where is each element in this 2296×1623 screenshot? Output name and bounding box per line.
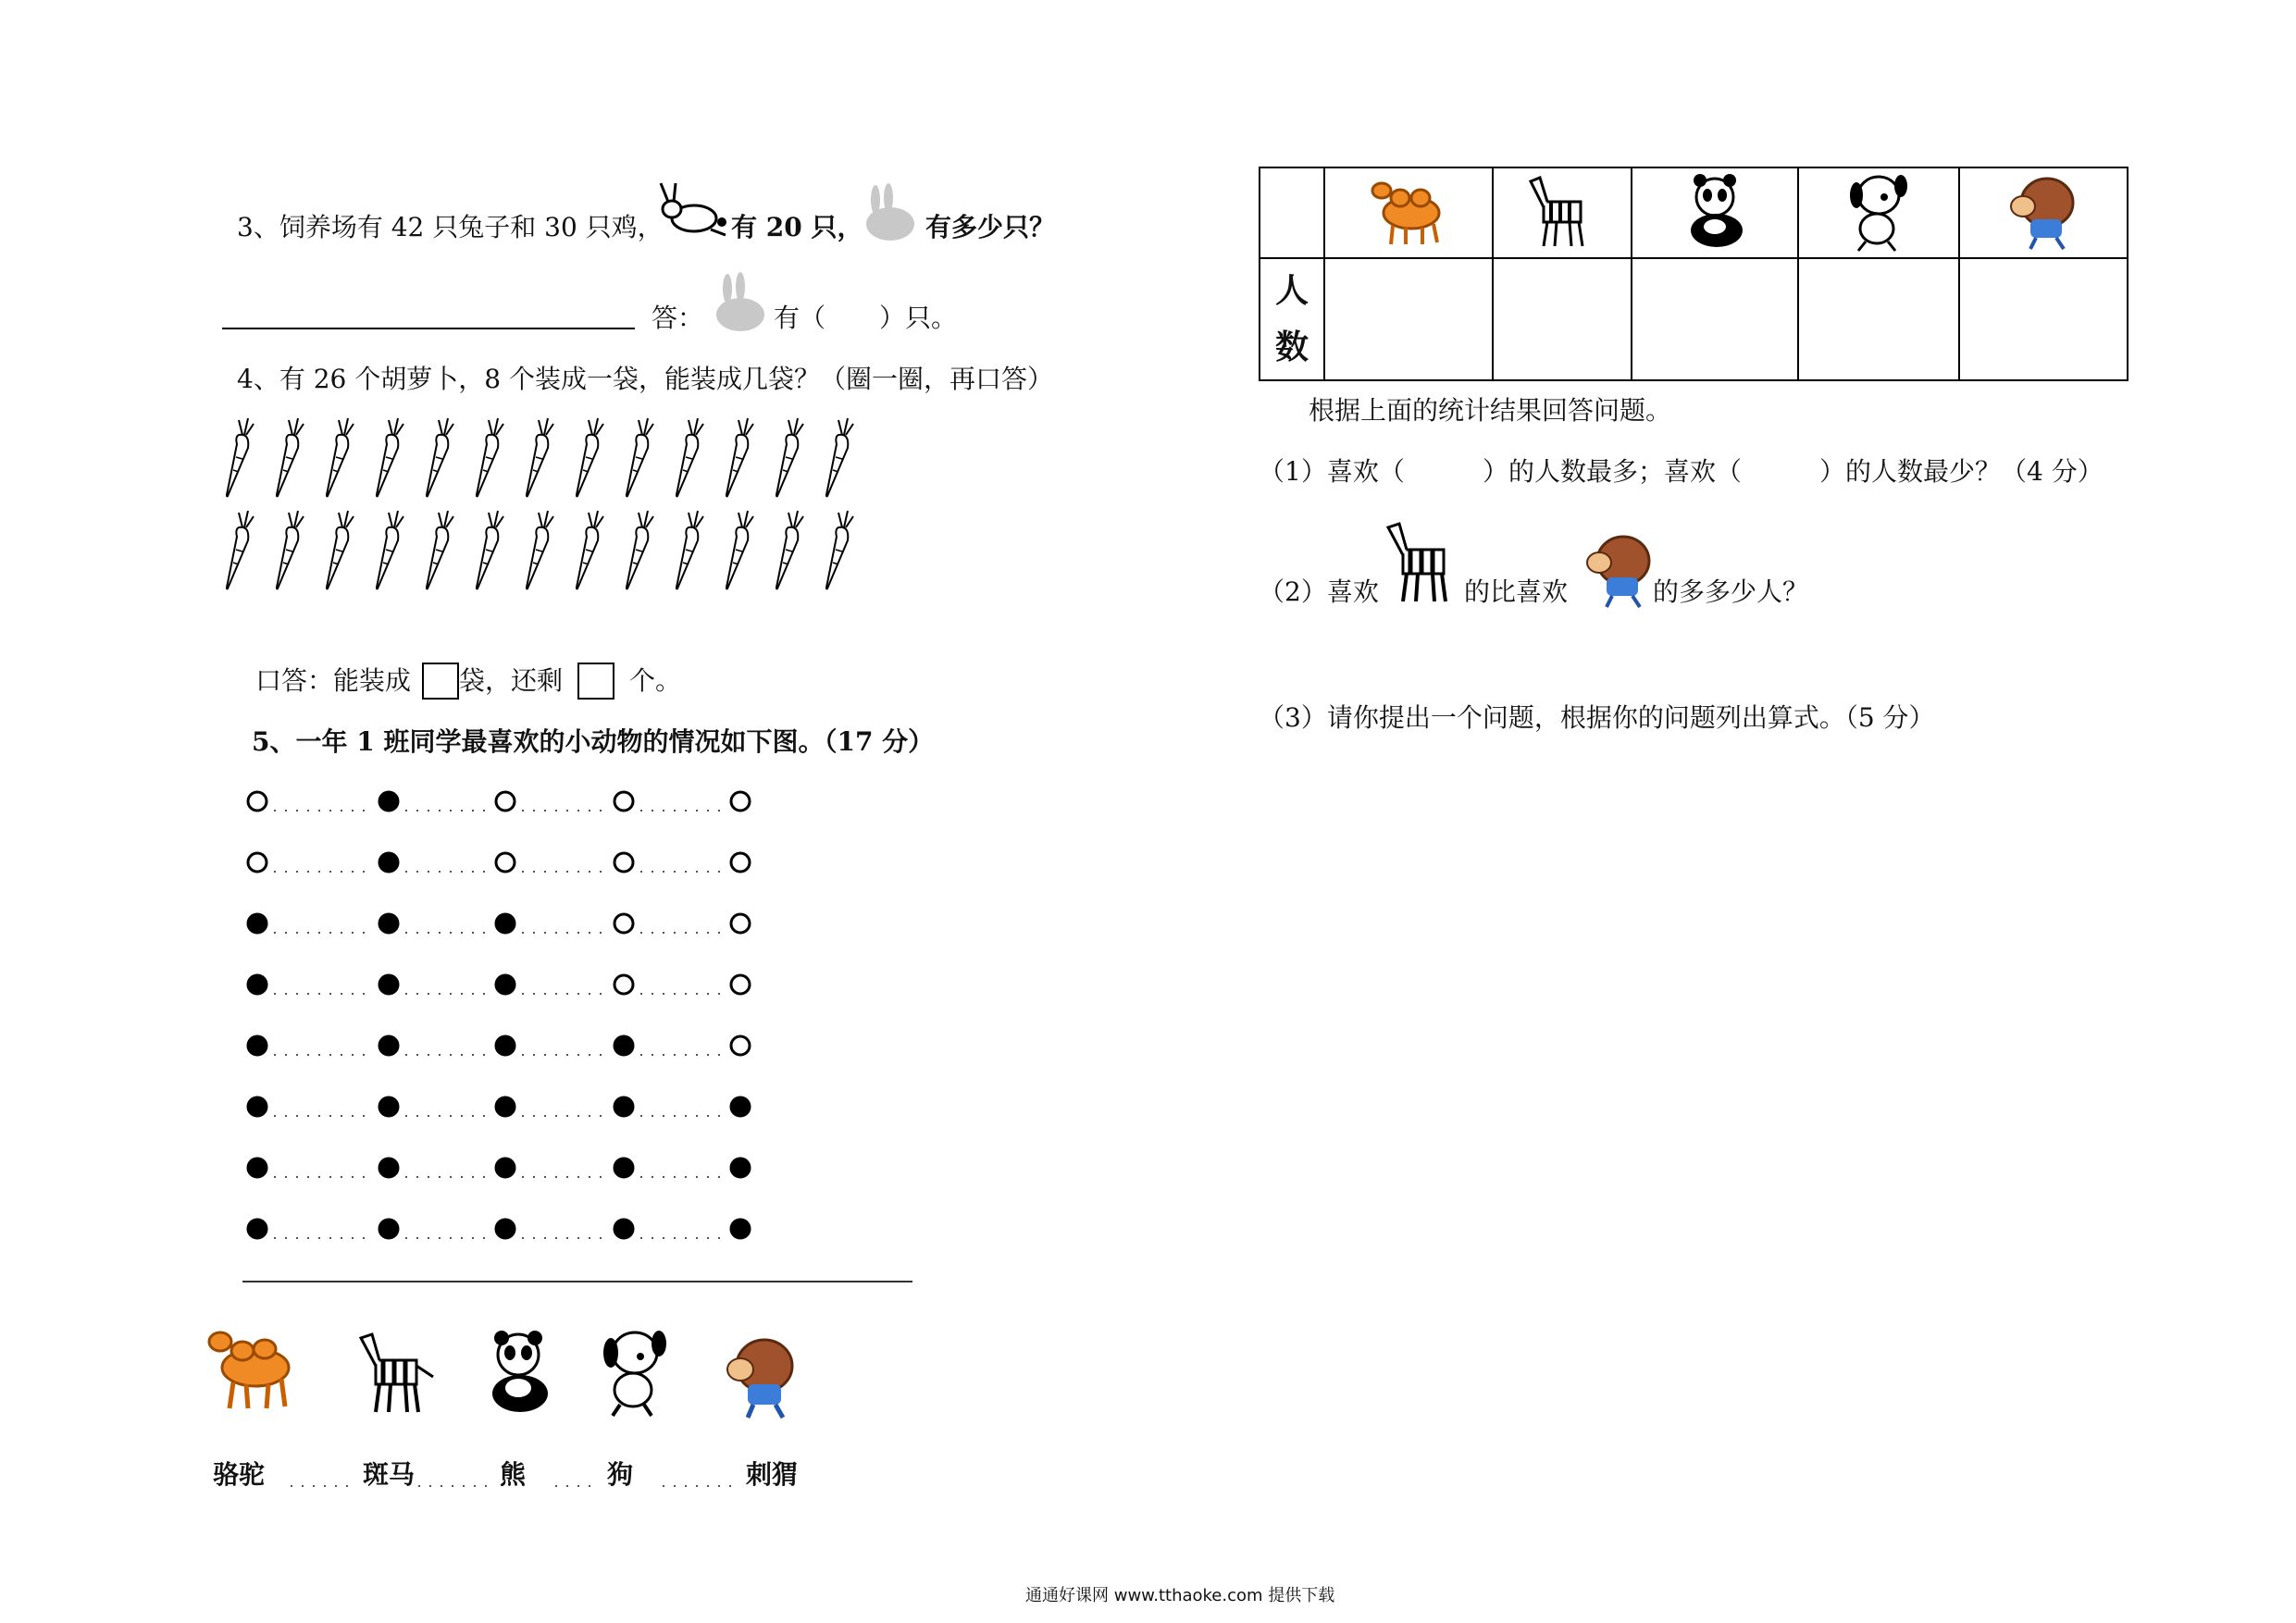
filled-dot bbox=[731, 1158, 750, 1177]
animal-label: 骆驼 bbox=[213, 1459, 266, 1490]
filled-dot bbox=[614, 1220, 633, 1238]
filled-dot bbox=[379, 853, 398, 872]
open-dot bbox=[248, 792, 267, 811]
filled-dot bbox=[379, 792, 398, 811]
q3-answer-a: 答： bbox=[652, 303, 704, 333]
count-cell-hedgehog[interactable] bbox=[1959, 258, 2128, 380]
filled-dot bbox=[248, 975, 267, 994]
tally-table bbox=[1259, 167, 2128, 381]
corner-cell bbox=[1260, 167, 1324, 258]
count-label-2: 数 bbox=[1274, 328, 1309, 366]
q4-answer-c: 个。 bbox=[629, 665, 682, 696]
panda-icon bbox=[1680, 173, 1750, 249]
filled-dot bbox=[496, 1097, 515, 1116]
filled-dot bbox=[248, 1097, 267, 1116]
right-q2-a: （2）喜欢 bbox=[1259, 576, 1379, 607]
open-dot bbox=[614, 792, 633, 811]
animal-label: 刺猬 bbox=[746, 1459, 799, 1490]
zebra-icon bbox=[1525, 174, 1599, 248]
filled-dot bbox=[379, 975, 398, 994]
open-dot bbox=[496, 853, 515, 872]
q4-answer-a: 口答：能装成 bbox=[255, 665, 412, 696]
filled-dot bbox=[496, 975, 515, 994]
header-panda bbox=[1632, 167, 1798, 258]
filled-dot bbox=[379, 1097, 398, 1116]
dog-icon bbox=[592, 1325, 681, 1418]
count-row-label bbox=[1260, 258, 1324, 380]
filled-dot bbox=[496, 1220, 515, 1238]
animal-label: 熊 bbox=[500, 1459, 527, 1490]
header-hedgehog bbox=[1959, 167, 2128, 258]
filled-dot bbox=[248, 1158, 267, 1177]
header-dog bbox=[1798, 167, 1959, 258]
filled-dot bbox=[614, 1097, 633, 1116]
zebra-icon bbox=[355, 1329, 439, 1414]
hedgehog-icon bbox=[722, 1332, 801, 1418]
filled-dot bbox=[379, 1220, 398, 1238]
dot-picture-graph bbox=[0, 0, 1018, 1295]
right-q1-a: （1）喜欢（ bbox=[1259, 456, 1405, 487]
right-q1-b: ）的人数最多；喜欢（ bbox=[1483, 456, 1743, 487]
zebra-icon bbox=[1383, 518, 1466, 605]
open-dot bbox=[496, 792, 515, 811]
camel-icon bbox=[1369, 176, 1448, 246]
dog-icon bbox=[1840, 169, 1917, 253]
filled-dot bbox=[248, 1036, 267, 1055]
open-dot bbox=[731, 853, 750, 872]
count-label-1: 人 bbox=[1274, 270, 1309, 310]
count-cell-camel[interactable] bbox=[1324, 258, 1493, 380]
q5-text: 5、一年 1 班同学最喜欢的小动物的情况如下图。（17 分） bbox=[252, 726, 935, 757]
filled-dot bbox=[248, 914, 267, 933]
q3-text-b: 有 20 只， bbox=[731, 212, 863, 242]
filled-dot bbox=[248, 1220, 267, 1238]
open-dot bbox=[731, 975, 750, 994]
open-dot bbox=[614, 975, 633, 994]
filled-dot bbox=[379, 1036, 398, 1055]
camel-icon bbox=[205, 1321, 298, 1414]
q3-answer-b: 有（ bbox=[774, 303, 826, 333]
right-q2-b: 的比喜欢 bbox=[1464, 576, 1569, 607]
animal-label: 斑马 bbox=[363, 1459, 416, 1490]
q3-answer-c: ）只。 bbox=[879, 303, 958, 333]
open-dot bbox=[614, 914, 633, 933]
filled-dot bbox=[614, 1158, 633, 1177]
filled-dot bbox=[379, 1158, 398, 1177]
open-dot bbox=[731, 914, 750, 933]
header-camel bbox=[1324, 167, 1493, 258]
header-zebra bbox=[1493, 167, 1632, 258]
open-dot bbox=[614, 853, 633, 872]
q3-text-a: 3、饲养场有 42 只兔子和 30 只鸡， bbox=[237, 212, 664, 242]
right-q3: （3）请你提出一个问题，根据你的问题列出算式。（5 分） bbox=[1259, 702, 1935, 733]
filled-dot bbox=[731, 1220, 750, 1238]
hedgehog-icon bbox=[2004, 173, 2082, 249]
open-dot bbox=[731, 1036, 750, 1055]
open-dot bbox=[731, 792, 750, 811]
right-q2-c: 的多多少人？ bbox=[1653, 576, 1809, 607]
filled-dot bbox=[496, 914, 515, 933]
right-q1-c: ）的人数最少？（4 分） bbox=[1819, 456, 2104, 487]
filled-dot bbox=[614, 1036, 633, 1055]
hedgehog-icon bbox=[1582, 529, 1657, 609]
q4-answer-b: 袋，还剩 bbox=[459, 665, 564, 696]
filled-dot bbox=[496, 1158, 515, 1177]
open-dot bbox=[248, 853, 267, 872]
filled-dot bbox=[731, 1097, 750, 1116]
count-cell-panda[interactable] bbox=[1632, 258, 1798, 380]
filled-dot bbox=[496, 1036, 515, 1055]
baseline-rule bbox=[242, 1281, 912, 1282]
animal-label: 狗 bbox=[607, 1459, 634, 1490]
panda-icon bbox=[481, 1329, 557, 1414]
q3-text-c: 有多少只？ bbox=[925, 212, 1056, 242]
footer-credit: 通通好课网 www.tthaoke.com 提供下载 bbox=[1025, 1586, 1335, 1605]
count-cell-zebra[interactable] bbox=[1493, 258, 1632, 380]
right-intro: 根据上面的统计结果回答问题。 bbox=[1309, 395, 1672, 426]
count-cell-dog[interactable] bbox=[1798, 258, 1959, 380]
q4-text: 4、有 26 个胡萝卜，8 个装成一袋，能装成几袋？（圈一圈，再口答） bbox=[237, 364, 1053, 394]
filled-dot bbox=[379, 914, 398, 933]
